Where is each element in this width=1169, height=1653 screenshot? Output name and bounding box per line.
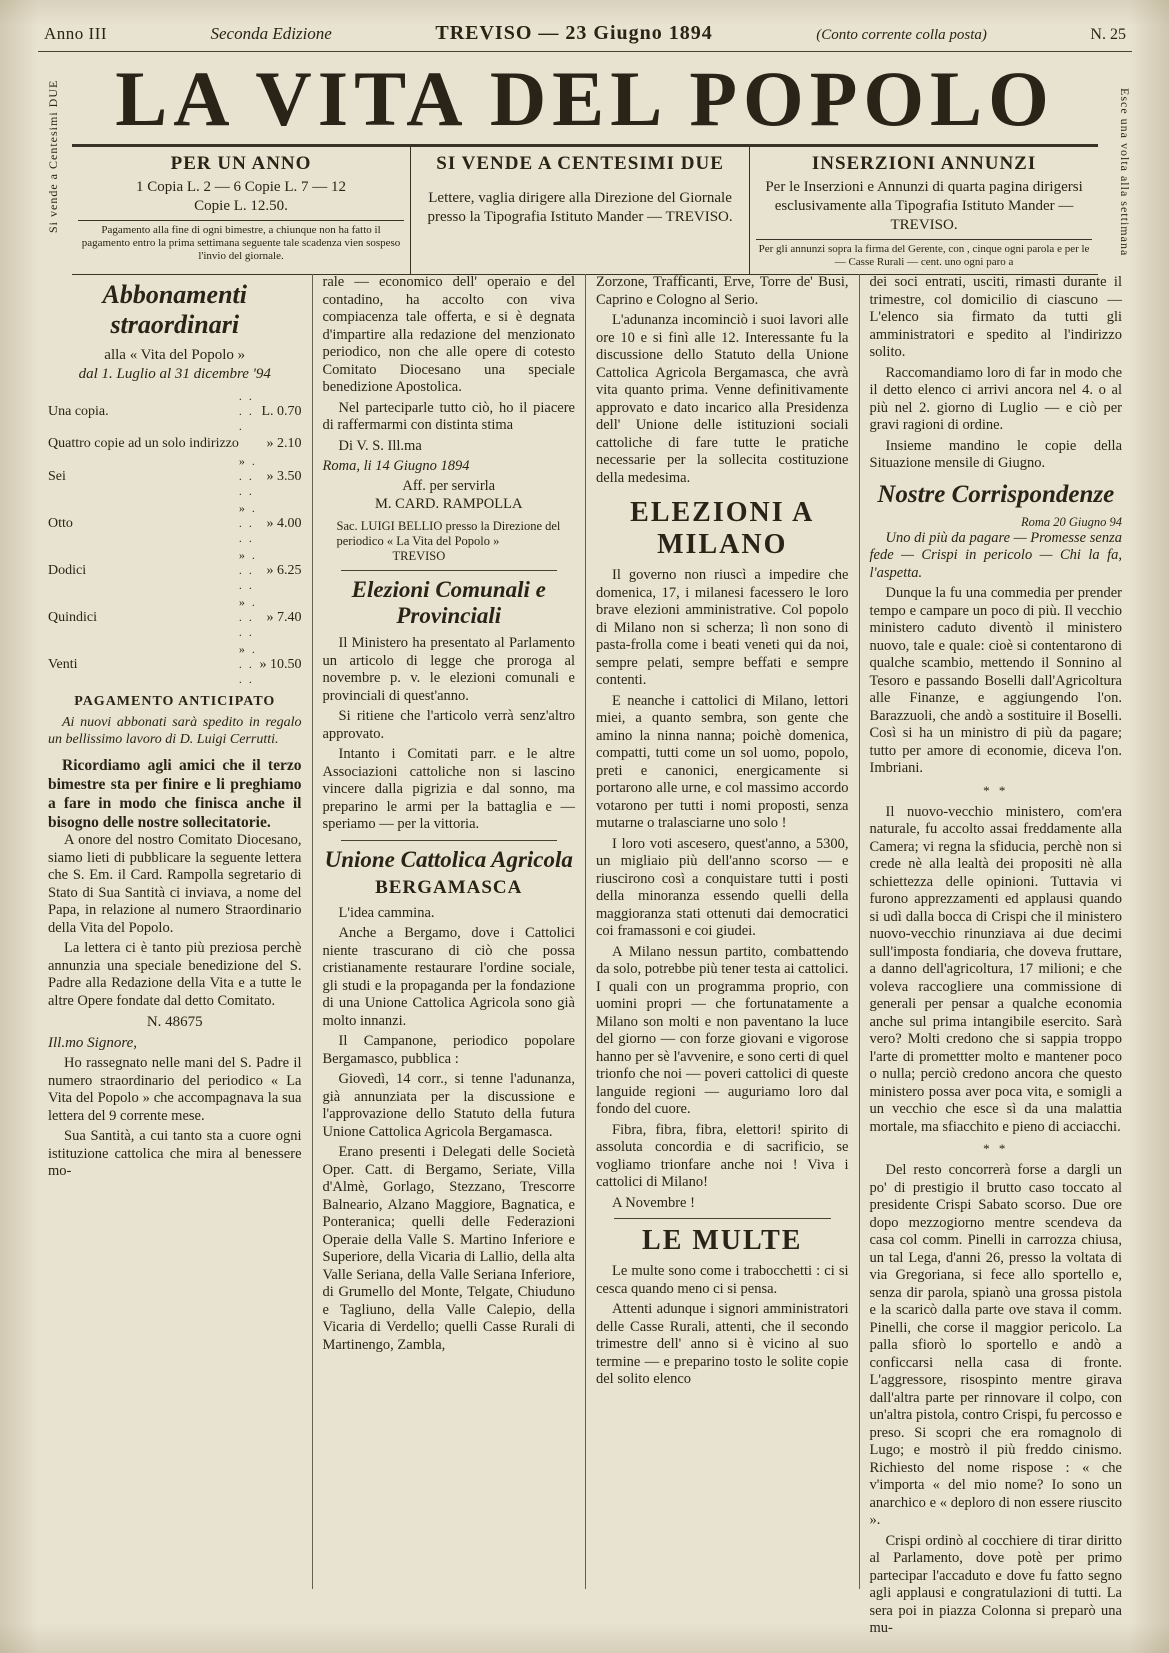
price-label: Otto: [48, 515, 73, 531]
col2-paragraph-2: Nel parteciparle tutto ciò, ho il piacere di raffermarmi con distinta stima: [322, 399, 575, 433]
price-value: » 10.50: [259, 656, 302, 672]
price-dots: [239, 435, 260, 453]
col2-paragraph-5: Si ritiene che l'articolo verrà senz'altro approvato.: [322, 708, 575, 742]
section-divider: [341, 570, 558, 571]
col1-paragraph-2: La lettera ci è tanto più preziosa perchè annunzia una speciale benedizione del S. Padre alla Redazione della Vita e a tutte le altre Opere fondate dal detto Comitato.: [48, 940, 302, 1009]
article-columns: [38, 274, 1132, 1636]
masthead: [38, 56, 1132, 268]
ads-box-title: INSERZIONI ANNUNZI: [811, 153, 1037, 174]
col4-heading-correspondence: Nostre Corrispondenze: [877, 480, 1115, 508]
subscription-box: [72, 147, 410, 274]
table-row: [48, 641, 302, 688]
ads-box-text: Per le Inserzioni e Annunzi di quarta pagina dirigersi esclusivamente alla Tipografia Istituto Mander — TREVISO.: [765, 179, 1083, 233]
table-row: [48, 594, 302, 641]
table-row: [48, 388, 302, 435]
letter-dateline: Roma, li 14 Giugno 1894: [322, 458, 470, 474]
correspondence-subtitle: Uno di più da pagare — Promesse senza fede — Crispi in pericolo — Chi la fa, l'aspetta.: [869, 529, 1122, 581]
price-value: » 4.00: [266, 515, 302, 531]
price-label: Quindici: [48, 609, 97, 625]
col3-paragraph-8: A Novembre !: [612, 1194, 695, 1211]
col2-heading-union: Unione Cattolica Agricola: [324, 846, 573, 872]
edition-label: Seconda Edizione: [210, 24, 332, 43]
price-dots: » . . . . .: [238, 642, 257, 686]
correspondence-place-date: Roma 20 Giugno 94: [1020, 514, 1122, 529]
price-value: » 3.50: [266, 468, 302, 484]
col4-paragraph-1: dei soci entrati, usciti, rimasti durante il trimestre, col domicilio di ciascuno — L'elenco sia firmato da tutti gli amministratori e spedito al l'indirizzo solito.: [869, 274, 1122, 360]
price-dots: » . . . . .: [238, 595, 257, 639]
subscription-price-table: [48, 388, 302, 688]
section-asterisks-2: * *: [983, 1141, 1009, 1156]
col2-paragraph-11: Erano presenti i Delegati delle Società Oper. Catt. di Bergamo, Seriate, Villa d'Almè, Gorlago, Stezzano, Trescorre Balneario, Alzano Maggiore, Bagnatica, e Ponteranica; quelli delle Federazioni Operaie della Valle S. Martino Inferiore e Superiore, della Vicaria di Lallio, della alta Valle Seriana, della Valle Seriana Inferiore, di Grumello del Monte, Telgate, Chiuduno e Tagliuno, della Valle Calepio, della Vicaria di Verdello; quelli Casse Rurali di Martinengo, Zambla,: [322, 1144, 575, 1353]
col2-heading-elections: Elezioni Comunali e Provinciali: [351, 577, 546, 628]
col3-paragraph-3: Il governo non riuscì a impedire che domenica, 17, i milanesi facessero le loro brave elezioni amministrative. Col popolo di Milano non si scherza; lì non sono di pasta-frolla come i beati veneti qui da noi, sempre pelati, sempre beffati e sempre contenti.: [596, 567, 849, 688]
price-value: » 6.25: [266, 562, 302, 578]
letter-protocol-number: N. 48675: [146, 1014, 203, 1030]
col3-heading-fines: LE MULTE: [642, 1225, 803, 1256]
col1-subscription-intro-1-text: alla « Vita del Popolo »: [104, 347, 246, 363]
letter-salutation: Ill.mo Signore,: [48, 1035, 138, 1051]
price-dots: » . . . . .: [238, 454, 257, 498]
col3-paragraph-1: Zorzone, Trafficanti, Erve, Torre de' Busi, Caprino e Cologno al Serio.: [596, 274, 849, 308]
postal-account-note: (Conto corrente colla posta): [816, 27, 987, 43]
price-label: Sei: [48, 468, 66, 484]
price-box-title: SI VENDE A CENTESIMI DUE: [436, 153, 724, 174]
table-row: [48, 435, 302, 453]
side-note-right-text: Esce una volta alla settimana: [1118, 87, 1132, 256]
col4-paragraph-3: Insieme mandino le copie della Situazione mensile di Giugno.: [869, 437, 1122, 471]
col2-paragraph-4: Il Ministero ha presentato al Parlamento un articolo di legge che proroga al novembre p. v. le elezioni comunali e provinciali di quest'anno.: [322, 635, 575, 704]
col2-heading-union-sub: BERGAMASCA: [375, 876, 523, 898]
side-note-left: [38, 56, 68, 264]
letter-addressee: Sac. LUIGI BELLIO presso la Direzione del periodico « La Vita del Popolo »: [336, 519, 561, 548]
column-3: [585, 274, 859, 1589]
col1-subscription-intro-1: [48, 346, 302, 365]
col3-paragraph-4: E neanche i cattolici di Milano, lettori miei, a quanto sembra, son gente che amino la ninna nanna; poichè domenica, compatti, tutti come un sol uomo, popolo, preti e canonici, energicamente si portarono alle urne, e col massimo accordo votarono per tutti i nomi proposti, senza mutarne o tralasciarne uno solo !: [596, 692, 849, 831]
price-dots: . . . . .: [238, 389, 254, 433]
col2-paragraph-10: Giovedì, 14 corr., si tenne l'adunanza, già annunziata per la discussione e l'approvazione dello Statuto della futura Unione Cattolica Agricola Bergamasca.: [322, 1071, 575, 1140]
newspaper-sheet: [38, 22, 1132, 1636]
price-label: Una copia.: [48, 403, 109, 419]
col2-paragraph-3: Di V. S. Ill.ma: [338, 437, 422, 454]
price-value: » 7.40: [266, 609, 302, 625]
ads-box-note: Per gli annunzi sopra la firma del Gerente, con , cinque ogni parola e per le — Casse Rurali — cent. uno ogni paro a: [756, 239, 1092, 269]
col4-paragraph-2: Raccomandiamo loro di far in modo che il detto elenco ci arrivi ancora nel 4. o al più nel 2. giorno di Luglio — e ciò per gravi ragioni di ordine.: [869, 364, 1122, 433]
top-divider: [38, 51, 1132, 52]
section-asterisks-1: * *: [983, 782, 1009, 798]
city-date: TREVISO — 23 Giugno 1894: [435, 22, 713, 44]
col1-subscription-intro-2: dal 1. Luglio al 31 dicembre '94: [78, 366, 271, 382]
masthead-topbar: [38, 22, 1132, 49]
col4-paragraph-6: Del resto concorrerà forse a dargli un po' di prestigio il brutto caso toccato al presidente Crispi Sabato scorso. Due ore dopo mezzogiorno mentre scendeva da casa col comm. Pinelli in carrozza chiusa, un tal Lega, d'anni 26, presso la voltata di via Gregoriana, si fece allo sportello e, senza dir parola, spianò una grossa pistola e la scaricò dalla parte ove stava il comm. Pinelli, che corse il maggior pericolo. La palla sfiorò lo sportello e andò a conficcarsi nella casa di fronte. L'aggressore, risospinto mentre girava dall'altra parte per rinnovare il colpo, con un'altra pistola, contro Crispi, fu percosso e preso. Si scopri che era romagnolo di Lugo; e mostrò il più freddo cinismo. Richiesto del nome rispose : « che v'importa « del mio nome? Io sono un anarchico e « deploro di non essere riuscito ».: [869, 1162, 1122, 1528]
subscription-price-line-2: Copie L. 12.50.: [194, 198, 288, 214]
price-value: L. 0.70: [261, 403, 302, 419]
col2-paragraph-6: Intanto i Comitati parr. e le altre Associazioni cattoliche non si lascino vincere dalla pigrizia e dal sonno, ma preparino le armi per la battaglia e — speriamo — per la vittoria.: [322, 746, 575, 832]
side-note-right: [1102, 56, 1132, 264]
col2-paragraph-9: Il Campanone, periodico popolare Bergamasco, pubblica :: [322, 1033, 575, 1067]
reminder-notice: Ricordiamo agli amici che il terzo bimestre sta per finire e li preghiamo a fare in modo che finisca anche il bisogno delle nostre sollecitatorie.: [48, 757, 302, 831]
col3-paragraph-5: I loro voti ascesero, quest'anno, a 5300, un migliaio più dell'anno scorso — e riuscirono così a conquistare tutti i posti della minoranza essendo quelli della maggioranza stati ottenuti dai democratici coi framassoni e coi giudei.: [596, 835, 849, 939]
col3-paragraph-6: A Milano nessun partito, combattendo da solo, potrebbe più tener testa ai cattolici. I quali con un programma proprio, con uomini propri — che fortunatamente a Milano son molti e non paventano la luce del giorno — con forze giovani e vigorose hanno per sè l'avvenire, e sono certi di quel trionfo che noi — poveri cattolici di queste languide regioni — auguriamo loro dal fondo del cuore.: [596, 943, 849, 1117]
price-label: Quattro copie ad un solo indirizzo: [48, 436, 239, 451]
price-label: Venti: [48, 656, 78, 672]
payment-note: Ai nuovi abbonati sarà spedito in regalo un bellissimo lavoro di D. Luigi Cerrutti.: [48, 715, 302, 747]
payment-heading: PAGAMENTO ANTICIPATO: [74, 694, 276, 709]
issue-number: N. 25: [1090, 26, 1126, 43]
col4-paragraph-4: Dunque la fu una commedia per prender tempo e campare un poco di più. Il vecchio ministero caduto diventò il ministero nuovo, tale e quale: cioè si contentarono di qualche scambio, mettendo il Sonnino al Tesoro e passando Boselli dall'Agricoltura alle Finanze, e aggiungendo l'on. Barazzuoli, che andò a sostituire il Boselli. Così si ha un ministro di più da pagare; tutto per amore di economie, diceva l'on. Imbriani.: [869, 585, 1122, 776]
col3-paragraph-7: Fibra, fibra, fibra, elettori! spirito di assoluta concordia e di sacrificio, se vogliamo trionfare anche noi ! Viva i cattolici di Milano!: [596, 1121, 849, 1190]
price-dots: » . . . . .: [238, 548, 257, 592]
price-dots: » . . . . .: [238, 501, 257, 545]
price-box-text: Lettere, vaglia dirigere alla Direzione del Giornale presso la Tipografia Istituto Mander — TREVISO.: [427, 190, 733, 225]
ads-box: [749, 147, 1098, 274]
col2-paragraph-8: Anche a Bergamo, dove i Cattolici niente trascurano di ciò che possa cristianamente restaurare l'ordine sociale, gli studi e la propaganda per la fondazione di una Unione Cattolica Agricola sono già molto innanzi.: [322, 925, 575, 1029]
issue-year: Anno III: [44, 24, 108, 43]
table-row: [48, 547, 302, 594]
price-label: Dodici: [48, 562, 87, 578]
col3-paragraph-10: Attenti adunque i signori amministratori delle Casse Rurali, attenti, che il secondo trimestre dell' anno si è vicino al suo termine — e preparino tosto le solite copie del solito elenco: [596, 1301, 849, 1387]
subscription-box-title: PER UN ANNO: [170, 153, 312, 174]
letter-signature-1: Aff. per servirla: [402, 478, 496, 494]
col3-paragraph-9: Le multe sono come i trabocchetti : ci si cesca quando meno ci si pensa.: [596, 1263, 849, 1297]
col1-paragraph-1: A onore del nostro Comitato Diocesano, siamo lieti di pubblicare la seguente lettera che S. Em. il Card. Rampolla segretario di Stato di Sua Santità ci inviava, a nome del Papa, in relazione al numero Straordinario della Vita del Popolo.: [48, 832, 302, 936]
section-divider-3: [614, 1218, 831, 1219]
col4-paragraph-7: Crispi ordinò al cocchiere di tirar diritto al Parlamento, dove potè per primo partecipar l'accaduto e dove fu fatto segno agli applausi e congratulazioni di tutti. La sera poi in piazza Colonna si preparò una mu-: [869, 1532, 1122, 1636]
col2-paragraph-7: L'idea cammina.: [338, 904, 435, 921]
table-row: [48, 500, 302, 547]
subscription-price-line-1: 1 Copia L. 2 — 6 Copie L. 7 — 12: [136, 179, 347, 195]
col1-paragraph-4: Sua Santità, a cui tanto sta a cuore ogni istituzione cattolica che mira al benessere mo-: [48, 1128, 302, 1179]
col2-paragraph-1: rale — economico dell' operaio e del contadino, ha accolto con viva compiacenza tale offerta, e si è degnata d'impartire alla redazione del menzionato periodico, non che alle opere di cotesto Comitato Diocesano una speciale benedizione Apostolica.: [322, 274, 575, 395]
side-note-left-text: Si vende a Centesimi DUE: [46, 79, 60, 233]
section-divider-2: [341, 840, 558, 841]
col1-paragraph-3: Ho rassegnato nelle mani del S. Padre il numero straordinario del periodico « La Vita del Popolo » che accompagnava la sua lettera del 9 corrente mese.: [48, 1055, 302, 1124]
column-1: [38, 274, 312, 1589]
col1-heading-subscriptions: Abbonamenti straordinari: [102, 280, 247, 339]
col3-paragraph-2: L'adunanza incominciò i suoi lavori alle ore 10 e si finì alle 12. Interessante fu la discussione dello Statuto della Unione Cattolica Agricola Bergamasca, che avrà vita quanto prima. Venne definitivamente approvato e dato incarico alla Presidenza dell' Unione delle istituzioni sociali cattoliche di fare tutte le pratiche necessarie per la sollecita costituzione della medesima.: [596, 312, 849, 486]
subscription-box-note: Pagamento alla fine di ogni bimestre, a chiunque non ha fatto il pagamento entro la prima settimana seguente tale scadenza vien sospeso l'invio del giornale.: [78, 220, 404, 263]
column-4: [859, 274, 1133, 1636]
letter-signature-2: M. CARD. RAMPOLLA: [375, 496, 523, 512]
column-2: [312, 274, 586, 1589]
table-row: [48, 453, 302, 500]
letter-addressee-city: TREVISO: [392, 549, 446, 563]
newspaper-title: LA VITA DEL POPOLO: [115, 55, 1055, 142]
masthead-info-boxes: [72, 146, 1098, 275]
price-value: » 2.10: [266, 436, 302, 451]
col4-paragraph-5: Il nuovo-vecchio ministero, com'era naturale, fu accolto assai freddamente alla Camera; vi regna la sfiducia, perchè non si crede nè alla lealtà dei propositi nè alla schiettezza delle opinioni. Tuttavia vi furono apprezzamenti ed applausi quando si udì dalla bocca di Crispi che il ministero nuovo-vecchio rinunziava ai due decimi sull'imposta fondiaria, che doveva fruttare, a danno dell'agricoltura, 17 milioni; e che voleva raccogliere una commissione di generali per pensar a qualche economia anche sul prima intangibile esercito. Sarà vero? Molti credono che si sappia troppo l'arte di promettter molto e mantener poco o nulla; perciò credono ancora che questo ministero possa aver poca vita, e somigli a un vecchio che esce sì da una malattia mortale, ma sfiacchito e pieno di acciacchi.: [869, 803, 1122, 1135]
price-box: [410, 147, 749, 274]
col3-heading-milan-elections: ELEZIONI A MILANO: [630, 497, 815, 560]
